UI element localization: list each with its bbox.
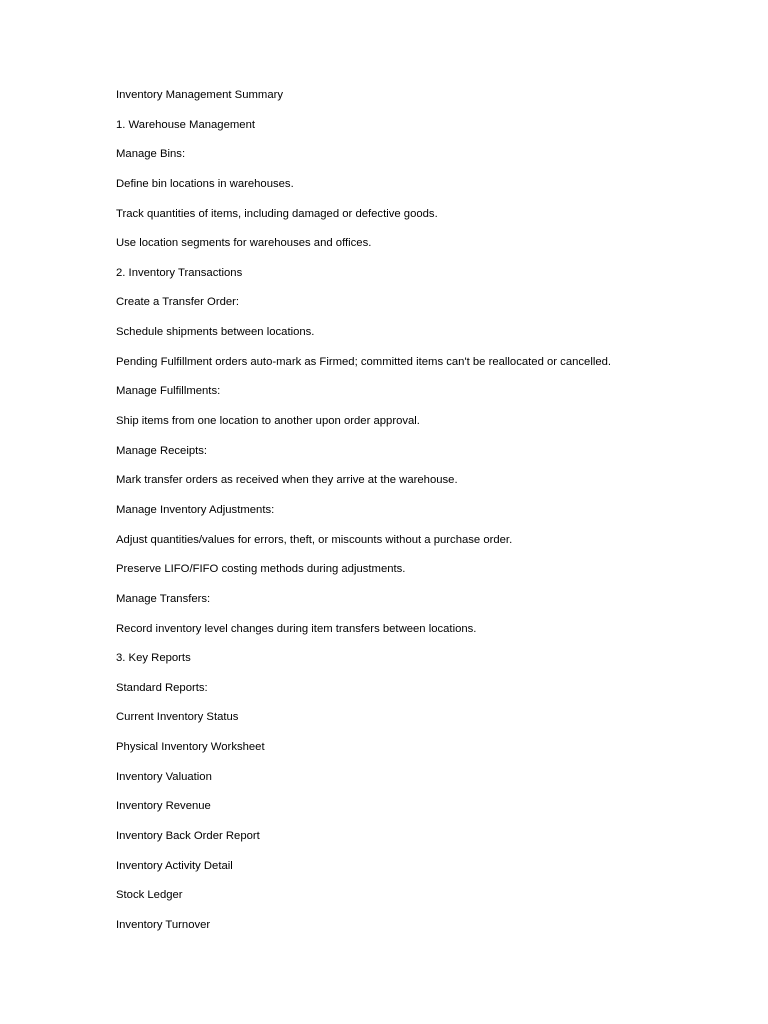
subsection-heading: Create a Transfer Order:: [116, 296, 240, 309]
body-line: Mark transfer orders as received when they arrive at the warehouse.: [116, 474, 458, 487]
report-item: Inventory Activity Detail: [116, 859, 233, 872]
subsection-heading: Manage Inventory Adjustments:: [116, 503, 275, 516]
report-item: Current Inventory Status: [116, 711, 239, 724]
body-line: Use location segments for warehouses and offices.: [116, 237, 372, 250]
document-title: Inventory Management Summary: [116, 89, 284, 101]
body-line: Adjust quantities/values for errors, theft, or miscounts without a purchase order.: [116, 533, 513, 546]
subsection-heading: Standard Reports:: [116, 681, 208, 694]
body-line: Track quantities of items, including damaged or defective goods.: [116, 207, 438, 220]
report-item: Stock Ledger: [116, 889, 183, 902]
section-heading: 1. Warehouse Management: [116, 118, 255, 131]
body-line: Preserve LIFO/FIFO costing methods during adjustments.: [116, 563, 406, 576]
report-item: Inventory Back Order Report: [116, 830, 260, 843]
subsection-heading: Manage Fulfillments:: [116, 385, 221, 398]
section-heading: 3. Key Reports: [116, 652, 191, 665]
body-line: Define bin locations in warehouses.: [116, 177, 294, 190]
report-item: Inventory Turnover: [116, 918, 211, 931]
body-line: Schedule shipments between locations.: [116, 326, 315, 339]
report-item: Inventory Revenue: [116, 800, 211, 813]
subsection-heading: Manage Receipts:: [116, 444, 208, 457]
subsection-heading: Manage Transfers:: [116, 592, 211, 605]
document-body: [116, 87, 736, 947]
body-line: Pending Fulfillment orders auto-mark as Firmed; committed items can't be reallocated or cancelled.: [116, 355, 612, 368]
report-item: Inventory Valuation: [116, 770, 212, 783]
report-item: Physical Inventory Worksheet: [116, 741, 265, 754]
body-line: Record inventory level changes during item transfers between locations.: [116, 622, 477, 635]
section-heading: 2. Inventory Transactions: [116, 266, 243, 279]
body-line: Ship items from one location to another upon order approval.: [116, 415, 420, 428]
subsection-heading: Manage Bins:: [116, 148, 186, 161]
